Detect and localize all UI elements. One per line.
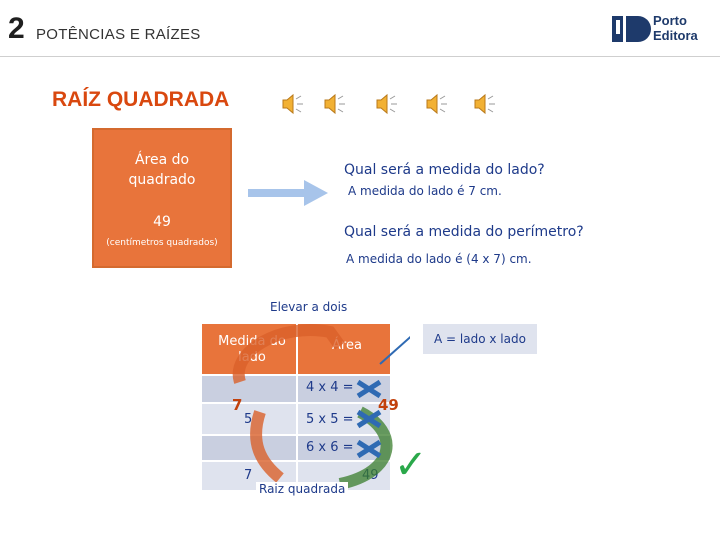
question-perimeter: Qual será a medida do perímetro? <box>344 224 584 240</box>
formula-box: A = lado x lado <box>423 324 537 354</box>
area-label-line1: Área do <box>134 152 190 168</box>
speaker-icon[interactable] <box>372 91 398 117</box>
table-header-right-text: Área <box>332 338 362 353</box>
row2-right: 5 x 5 = <box>306 412 354 427</box>
left-number: 7 <box>232 396 243 414</box>
elevar-label: Elevar a dois <box>270 300 348 314</box>
area-box <box>92 128 232 268</box>
row4-right: 49 <box>362 468 379 483</box>
right-number: 49 <box>378 396 399 414</box>
chapter-number: 2 <box>8 12 25 45</box>
row3-right: 6 x 6 = <box>306 440 354 455</box>
area-value: 49 <box>153 214 171 230</box>
answer-perimeter: A medida do lado é (4 x 7) cm. <box>346 252 532 266</box>
chapter-title: POTÊNCIAS E RAÍZES <box>36 26 201 43</box>
speaker-icon[interactable] <box>422 91 448 117</box>
header-divider <box>0 56 720 57</box>
header-left-line1: Medida do <box>218 334 286 349</box>
area-unit: (centímetros quadrados) <box>106 238 218 248</box>
logo-line1: Porto <box>653 13 687 28</box>
raiz-label: Raiz quadrada <box>256 482 348 496</box>
answer-side: A medida do lado é 7 cm. <box>348 184 502 198</box>
row4-left: 7 <box>244 468 253 483</box>
question-side: Qual será a medida do lado? <box>344 162 545 178</box>
logo-text <box>653 13 698 43</box>
speaker-icon[interactable] <box>278 91 304 117</box>
right-arrow-icon <box>248 178 328 208</box>
logo-line2: Editora <box>653 28 698 43</box>
area-label <box>94 150 230 190</box>
header-left-line2: lado <box>238 350 266 365</box>
speaker-icon[interactable] <box>470 91 496 117</box>
row1-right: 4 x 4 = <box>306 380 354 395</box>
row2-left: 5 <box>244 412 253 427</box>
check-icon: ✓ <box>394 442 428 488</box>
area-label-line2: quadrado <box>128 172 196 188</box>
section-title: RAÍZ QUADRADA <box>52 88 230 111</box>
speaker-icon[interactable] <box>320 91 346 117</box>
